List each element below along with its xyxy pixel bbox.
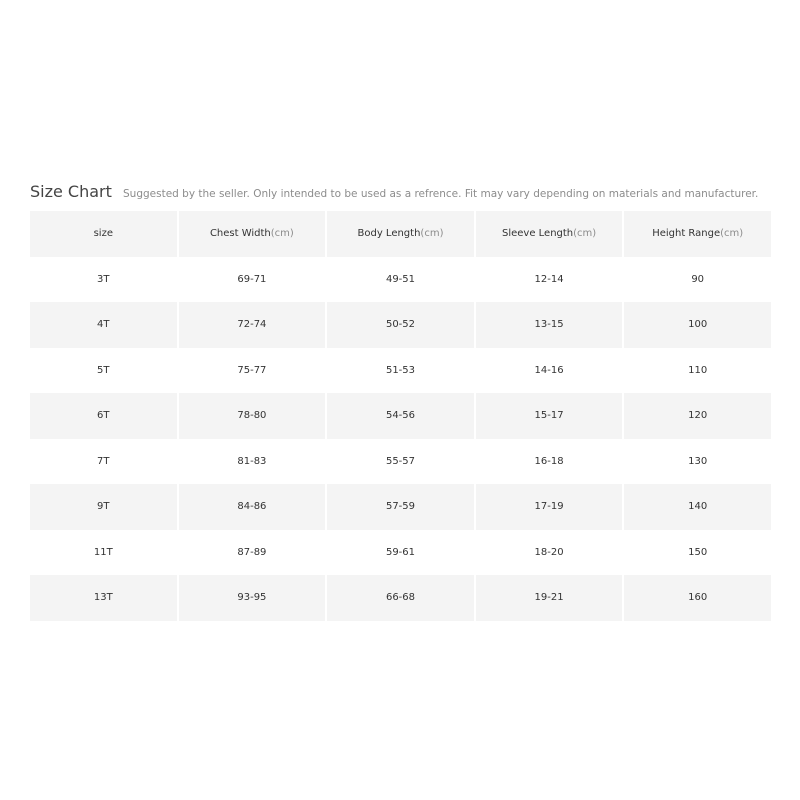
cell-height-range: 120 bbox=[624, 393, 771, 439]
cell-sleeve-length: 13-15 bbox=[476, 302, 623, 348]
cell-chest-width: 75-77 bbox=[179, 348, 326, 394]
cell-body-length: 55-57 bbox=[327, 439, 474, 485]
cell-sleeve-length: 16-18 bbox=[476, 439, 623, 485]
cell-body-length: 49-51 bbox=[327, 257, 474, 303]
cell-sleeve-length: 18-20 bbox=[476, 530, 623, 576]
cell-size: 9T bbox=[30, 484, 177, 530]
cell-chest-width: 78-80 bbox=[179, 393, 326, 439]
table-row bbox=[30, 439, 771, 485]
cell-size: 11T bbox=[30, 530, 177, 576]
table-row bbox=[30, 348, 771, 394]
header-height-range bbox=[624, 211, 771, 257]
header-label: size bbox=[93, 228, 113, 240]
cell-chest-width: 87-89 bbox=[179, 530, 326, 576]
cell-size: 5T bbox=[30, 348, 177, 394]
cell-height-range: 160 bbox=[624, 575, 771, 621]
cell-body-length: 50-52 bbox=[327, 302, 474, 348]
header-unit: (cm) bbox=[420, 228, 444, 240]
header-label: Sleeve Length bbox=[501, 228, 574, 240]
size-chart-table bbox=[28, 211, 773, 621]
cell-sleeve-length: 12-14 bbox=[476, 257, 623, 303]
cell-chest-width: 84-86 bbox=[179, 484, 326, 530]
cell-height-range: 110 bbox=[624, 348, 771, 394]
cell-size: 3T bbox=[30, 257, 177, 303]
cell-sleeve-length: 14-16 bbox=[476, 348, 623, 394]
cell-chest-width: 81-83 bbox=[179, 439, 326, 485]
header-sleeve-length bbox=[476, 211, 623, 257]
cell-height-range: 150 bbox=[624, 530, 771, 576]
cell-height-range: 130 bbox=[624, 439, 771, 485]
cell-height-range: 100 bbox=[624, 302, 771, 348]
table-row bbox=[30, 257, 771, 303]
cell-body-length: 54-56 bbox=[327, 393, 474, 439]
header-body-length bbox=[327, 211, 474, 257]
cell-size: 6T bbox=[30, 393, 177, 439]
cell-chest-width: 93-95 bbox=[179, 575, 326, 621]
header-unit: (cm) bbox=[270, 228, 294, 240]
cell-height-range: 90 bbox=[624, 257, 771, 303]
header-label: Height Range bbox=[652, 228, 721, 240]
cell-sleeve-length: 17-19 bbox=[476, 484, 623, 530]
cell-size: 7T bbox=[30, 439, 177, 485]
table-row bbox=[30, 530, 771, 576]
cell-size: 4T bbox=[30, 302, 177, 348]
size-chart-disclaimer: Suggested by the seller. Only intended to be used as a refrence. Fit may vary depending on materials and manufacturer. bbox=[123, 188, 759, 200]
cell-chest-width: 72-74 bbox=[179, 302, 326, 348]
cell-body-length: 59-61 bbox=[327, 530, 474, 576]
header-chest-width bbox=[179, 211, 326, 257]
cell-body-length: 51-53 bbox=[327, 348, 474, 394]
cell-height-range: 140 bbox=[624, 484, 771, 530]
header-label: Body Length bbox=[357, 228, 421, 240]
header-size bbox=[30, 211, 177, 257]
size-chart-title: Size Chart bbox=[30, 182, 112, 201]
cell-sleeve-length: 19-21 bbox=[476, 575, 623, 621]
table-row bbox=[30, 302, 771, 348]
cell-chest-width: 69-71 bbox=[179, 257, 326, 303]
cell-body-length: 66-68 bbox=[327, 575, 474, 621]
header-unit: (cm) bbox=[573, 228, 597, 240]
header-unit: (cm) bbox=[720, 228, 744, 240]
size-chart-heading bbox=[30, 182, 790, 206]
table-row bbox=[30, 393, 771, 439]
table-header-row bbox=[30, 211, 771, 257]
cell-size: 13T bbox=[30, 575, 177, 621]
header-label: Chest Width bbox=[209, 228, 271, 240]
table-row bbox=[30, 575, 771, 621]
table-row bbox=[30, 484, 771, 530]
cell-sleeve-length: 15-17 bbox=[476, 393, 623, 439]
cell-body-length: 57-59 bbox=[327, 484, 474, 530]
